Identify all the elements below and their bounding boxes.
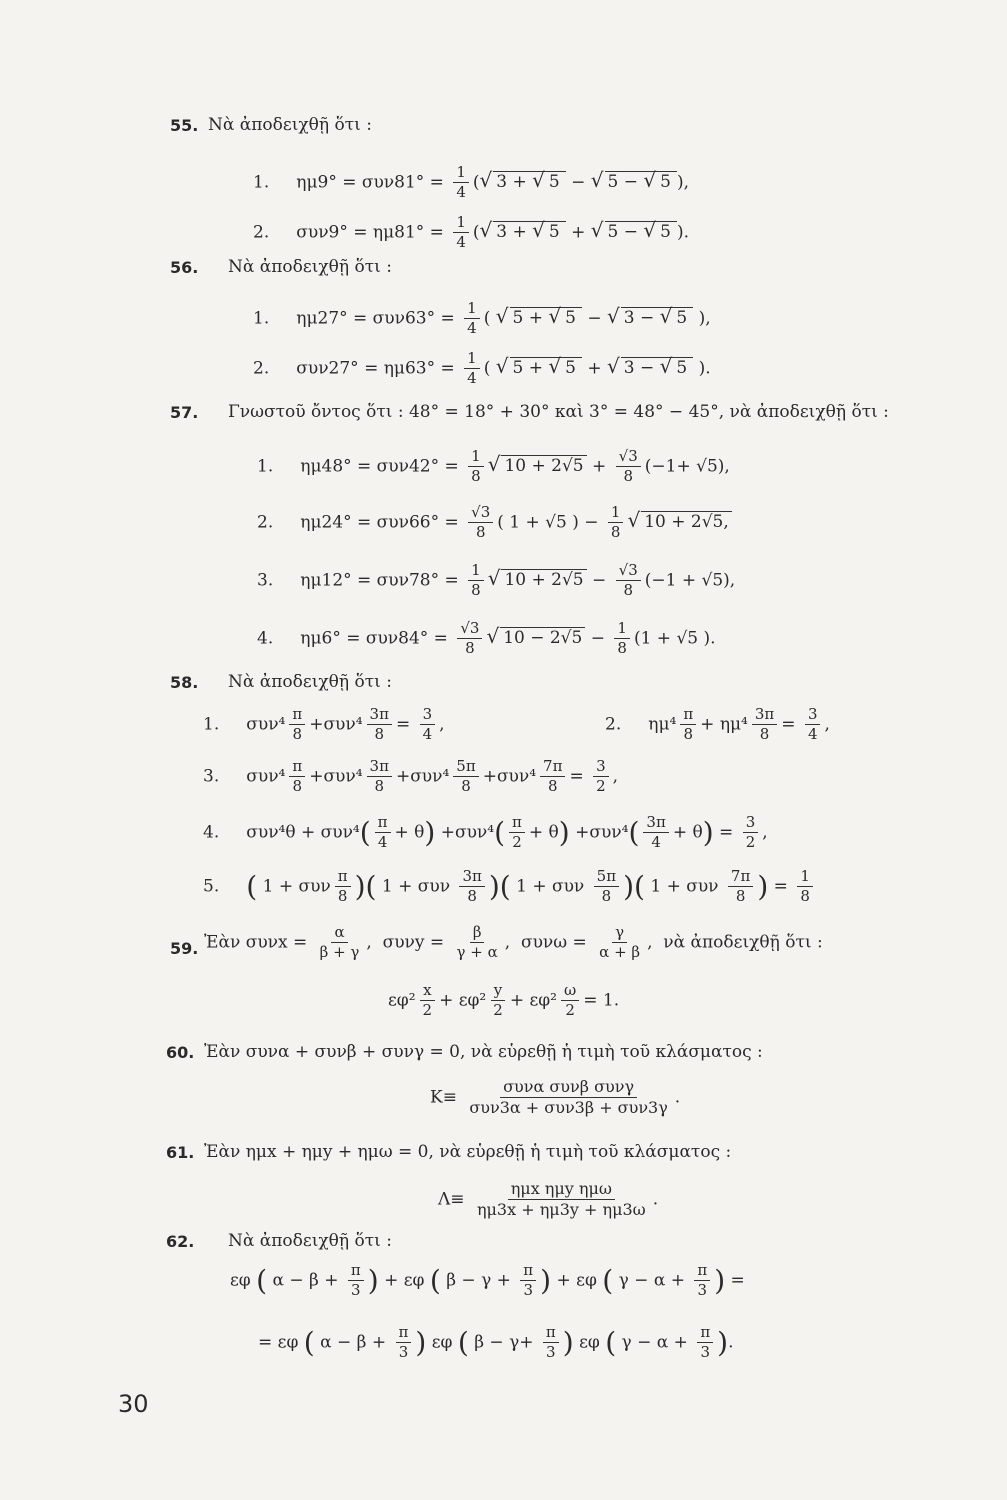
fraction-denominator: ημ3x + ημ3y + ημ3ω bbox=[476, 1200, 646, 1220]
problem-58-item-2: 2. ημ⁴ $\frac{\pi}{8}$ + ημ⁴ $\frac{3\pi}{8}$ = $\frac{3}{4}$ , bbox=[605, 705, 830, 744]
problem-57-number: 57. bbox=[170, 403, 199, 422]
text: συνy = bbox=[382, 932, 445, 953]
item-number: 2. bbox=[253, 222, 270, 243]
item-number: 3. bbox=[257, 570, 274, 591]
problem-60-fraction: Κ≡ $\frac{\text{συνα συνβ συνγ}}{\text{συν3α + συν3β + συν3γ}}$ . bbox=[430, 1077, 681, 1118]
item-number: 3. bbox=[203, 766, 220, 787]
fraction-numerator: συνα συνβ συνγ bbox=[500, 1078, 637, 1098]
item-lhs: ημ27° = συν63° = bbox=[296, 308, 455, 329]
problem-58-number: 58. bbox=[170, 673, 199, 692]
problem-57-item-2: 2. ημ24° = συν66° = $\frac{√3}{8}$ ( 1 + √5 ) − $\frac{1}{8}$ √ 10 + 2√5, bbox=[257, 504, 732, 542]
item-number: 2. bbox=[253, 358, 270, 379]
item-lhs: ημ12° = συν78° = bbox=[300, 570, 459, 591]
problem-61-fraction: Λ≡ $\frac{\text{ημx ημy ημω}}{\eta\mu 3x + \eta\mu 3y + \eta\mu 3\omega}$ . bbox=[438, 1179, 659, 1220]
problem-56-number: 56. bbox=[170, 258, 199, 277]
problem-56-item-2: 2. συν27° = ημ63° = $\frac{1}{4}$ ( √ 5 + √ 5 + √ 3 − √ 5 ). bbox=[253, 349, 711, 388]
problem-57-item-3: 3. ημ12° = συν78° = $\frac{1}{8}$ √ 10 + 2√5 − $\frac{√3}{8}$ (−1 + √5), bbox=[257, 561, 736, 600]
problem-58-item-1: 1. συν⁴ $\frac{\pi}{8}$ +συν⁴ $\frac{3\pi}{8}$ = $\frac{3}{4}$ , bbox=[203, 705, 445, 744]
problem-60-number: 60. bbox=[166, 1043, 195, 1062]
problem-55-title: Νὰ ἀποδειχθῇ ὅτι : bbox=[208, 115, 372, 135]
fraction-label: Λ≡ bbox=[438, 1189, 465, 1210]
problem-57-item-4: 4. ημ6° = συν84° = $\frac{√3}{8}$ √ 10 − 2√5 − $\frac{1}{8}$ (1 + √5 ). bbox=[257, 619, 716, 658]
item-number: 1. bbox=[257, 456, 274, 477]
item-number: 5. bbox=[203, 876, 220, 897]
item-lhs: ημ6° = συν84° = bbox=[300, 628, 448, 649]
item-number: 4. bbox=[257, 628, 274, 649]
item-number: 4. bbox=[203, 822, 220, 843]
problem-57-item-1: 1. ημ48° = συν42° = $\frac{1}{8}$ √ 10 + 2√5 + $\frac{√3}{8}$ (−1+ √5), bbox=[257, 447, 730, 486]
problem-62-line-2: = εφ ( α − β + $\frac{\pi}{3}$ ) εφ ( β − γ+ $\frac{\pi}{3}$ ) εφ ( γ − α + $\frac{\pi}{3}$ ). bbox=[258, 1323, 734, 1362]
problem-58-item-5: 5. ( 1 + συν $\frac{\pi}{8}$ )( 1 + συν $\frac{3\pi}{8}$ )( 1 + συν $\frac{5\pi}{8}$ )( 1 + συν $\frac{7\pi}{8}$ ) = $\frac{1}{8}$ bbox=[203, 868, 817, 906]
problem-55-item-2: 2. συν9° = ημ81° = $\frac{1}{4}$ (√ 3 + √ 5 + √ 5 − √ 5 ). bbox=[253, 213, 690, 252]
fraction-denominator: συν3α + συν3β + συν3γ bbox=[469, 1098, 668, 1118]
problem-62-line-1: εφ ( α − β + $\frac{\pi}{3}$ ) + εφ ( β − γ + $\frac{\pi}{3}$ ) + εφ ( γ − α + $\frac{\pi}{3}$ ) = bbox=[230, 1261, 745, 1300]
item-number: 1. bbox=[253, 172, 270, 193]
item-number: 1. bbox=[203, 714, 220, 735]
problem-59-equation: εφ² $\frac{x}{2}$ + εφ² $\frac{y}{2}$ + εφ² $\frac{\omega}{2}$ = 1. bbox=[388, 981, 620, 1020]
problem-58-item-4: 4. συν⁴θ + συν⁴( $\frac{\pi}{4}$ + θ) +συν⁴( $\frac{\pi}{2}$ + θ) +συν⁴( $\frac{3\pi}{4}$ + θ) = $\frac{3}{2}$ , bbox=[203, 813, 768, 852]
problem-59-number: 59. bbox=[170, 939, 199, 958]
item-lhs: ημ48° = συν42° = bbox=[300, 456, 459, 477]
problem-55-number: 55. bbox=[170, 116, 199, 135]
fraction-numerator: ημx ημy ημω bbox=[508, 1180, 615, 1200]
item-lhs: ημ24° = συν66° = bbox=[300, 512, 459, 533]
item-number: 2. bbox=[257, 512, 274, 533]
problem-58-item-3: 3. συν⁴ $\frac{\pi}{8}$ +συν⁴ $\frac{3\pi}{8}$ +συν⁴ $\frac{5\pi}{8}$ +συν⁴ $\frac{7\pi}{8}$ = $\frac{3}{2}$ , bbox=[203, 757, 619, 796]
page-number: 30 bbox=[118, 1390, 149, 1418]
problem-56-title: Νὰ ἀποδειχθῇ ὅτι : bbox=[228, 257, 392, 277]
problem-61-title: Ἐὰν ημx + ημy + ημω = 0, νὰ εὑρεθῇ ἡ τιμὴ τοῦ κλάσματος : bbox=[204, 1142, 732, 1162]
item-lhs: ημ9° = συν81° = bbox=[296, 172, 444, 193]
text: Ἐὰν συνx = bbox=[204, 932, 308, 953]
fraction-label: Κ≡ bbox=[430, 1087, 457, 1108]
item-lhs: συν27° = ημ63° = bbox=[296, 358, 455, 379]
problem-55-item-1: 1. ημ9° = συν81° = $\frac{1}{4}$ (√ 3 + √ 5 − √ 5 − √ 5 ), bbox=[253, 163, 690, 202]
problem-60-title: Ἐὰν συνα + συνβ + συνγ = 0, νὰ εὑρεθῇ ἡ τιμὴ τοῦ κλάσματος : bbox=[204, 1042, 763, 1062]
problem-59-statement: Ἐὰν συνx = $\frac{\alpha}{\beta + \gamma}$ , συνy = $\frac{\beta}{\gamma + \alpha}$ , συνω = $\frac{\gamma}{\alpha + \beta}$ , νὰ ἀποδειχθῇ ὅτι : bbox=[204, 923, 823, 962]
item-number: 1. bbox=[253, 308, 270, 329]
item-number: 2. bbox=[605, 714, 622, 735]
item-lhs: συν9° = ημ81° = bbox=[296, 222, 444, 243]
text: νὰ ἀποδειχθῇ ὅτι : bbox=[663, 932, 823, 953]
problem-56-item-1: 1. ημ27° = συν63° = $\frac{1}{4}$ ( √ 5 + √ 5 − √ 3 − √ 5 ), bbox=[253, 299, 711, 338]
text: συνω = bbox=[520, 932, 587, 953]
problem-62-number: 62. bbox=[166, 1232, 195, 1251]
problem-61-number: 61. bbox=[166, 1143, 195, 1162]
problem-62-title: Νὰ ἀποδειχθῇ ὅτι : bbox=[228, 1231, 392, 1251]
problem-58-title: Νὰ ἀποδειχθῇ ὅτι : bbox=[228, 672, 392, 692]
problem-57-title: Γνωστοῦ ὄντος ὅτι : 48° = 18° + 30° καὶ 3° = 48° − 45°, νὰ ἀποδειχθῇ ὅτι : bbox=[228, 402, 889, 422]
